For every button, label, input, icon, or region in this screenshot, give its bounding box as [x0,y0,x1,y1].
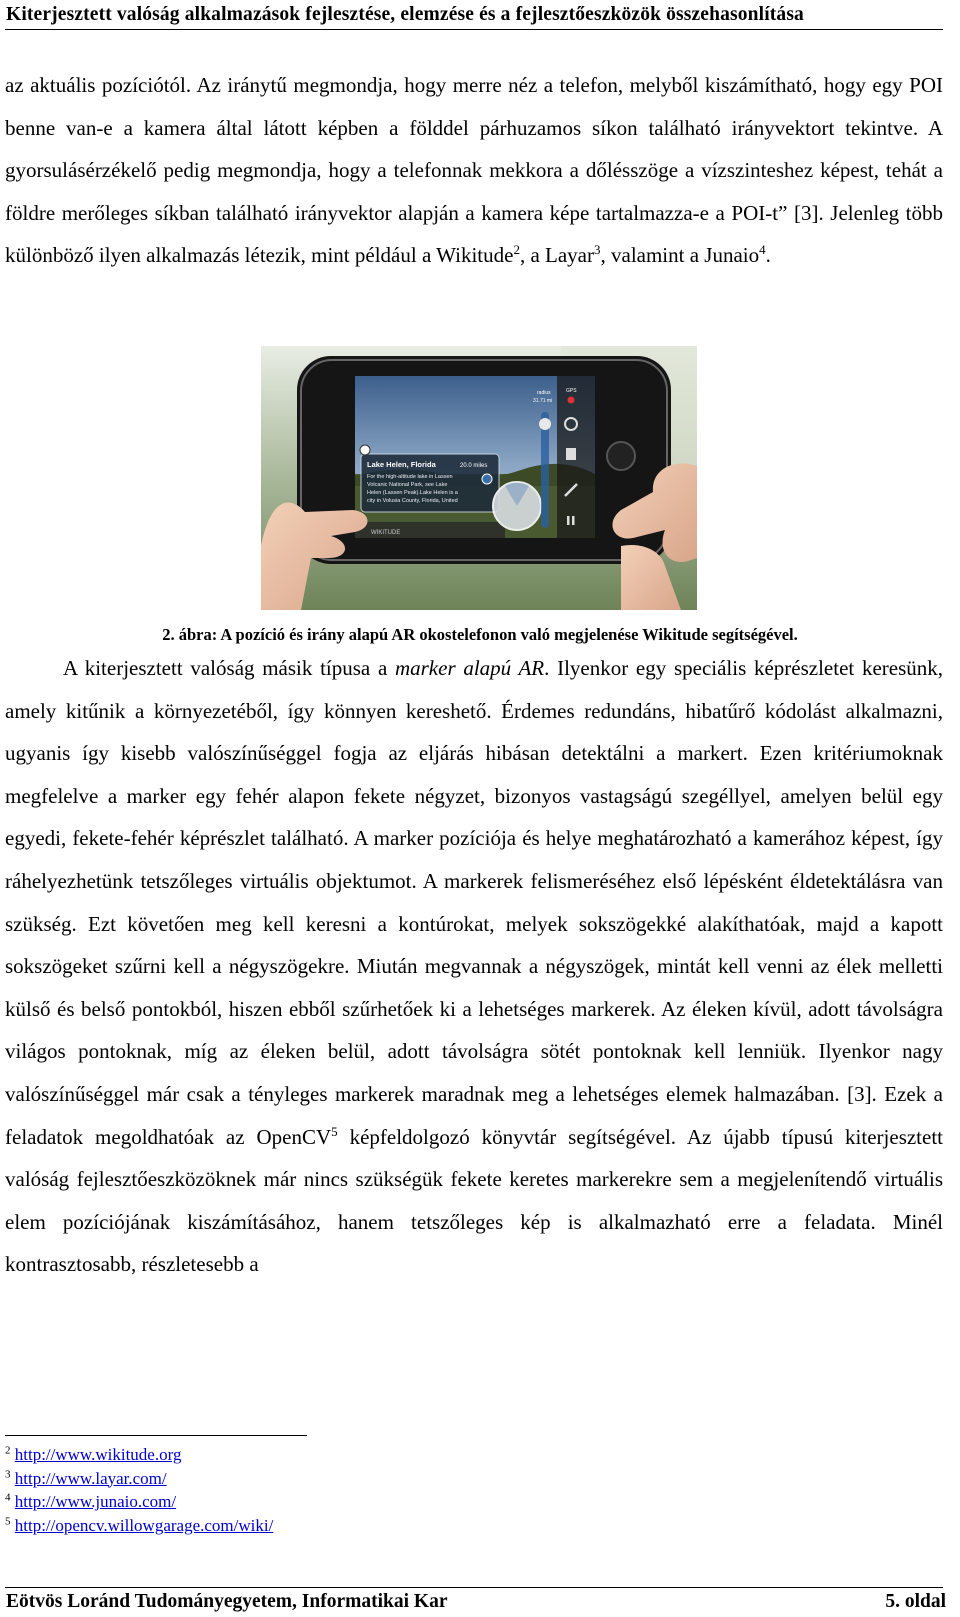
footnote-number: 4 [5,1491,11,1504]
figure-caption: 2. ábra: A pozíció és irány alapú AR okostelefonon való megjelenése Wikitude segítségével. [162,625,798,644]
paragraph-1 [5,64,943,277]
poi-text-line-3: Helen (Lassen Peak).Lake Helen is a [367,490,458,496]
gps-label: GPS [566,388,577,394]
pause-icon [567,516,570,525]
paragraph-1-text: az aktuális pozíciótól. Az iránytű megmondja, hogy merre néz a telefon, melyből kiszámítható, hogy egy POI benne van-e a kamera által látott képben a földdel párhuzamos síkon található irányvektort tekintve. A gyorsulásérzékelő pedig megmondja, hogy a telefonnak mekkora a dőlésszöge a vízszinteshez képest, tehát a földre merőleges síkban található irányvektor alapján a kamera képe tartalmazza-e a POI-t” [3]. Jelenleg több különböző ilyen alkalmazás létezik, mint például a Wikitude [5,73,943,268]
footnote-rule [5,1435,307,1436]
paragraph-2 [5,647,943,1286]
paragraph-1-mid2: , valamint a Junaio [600,243,760,268]
footer-rule [5,1587,943,1588]
poi-distance: 20.0 miles [460,463,488,469]
footnote-link-junaio[interactable]: http://www.junaio.com/ [14,1492,177,1511]
footnote-5 [5,1514,273,1538]
page-header: Kiterjesztett valóság alkalmazások fejlesztése, elemzése és a fejlesztőeszközök összehasonlítása [6,4,804,25]
page-number: 5. oldal [885,1591,946,1612]
paragraph-2-start: A kiterjesztett valóság másik típusa a [63,656,395,680]
paragraph-2-emphasis: marker alapú AR [394,656,545,680]
home-button [607,442,635,470]
footnote-ref-4[interactable]: 4 [759,242,766,258]
footnote-4 [5,1490,273,1514]
footnote-link-layar[interactable]: http://www.layar.com/ [14,1468,167,1488]
paragraph-2-text: . Ilyenkor egy speciális képrészletet keresünk, amely kitűnik a környezetéből, így könnyen kereshető. Érdemes redundáns, hibatűrő kódolást alkalmazni, ugyanis így kisebb valószínűséggel fogja az eljárás hibásan detektálni a markert. Ezen kritériumoknak megfelelve a marker egy fehér alapon fekete négyzet, bizonyos vastagságú szegéllyel, amelyen belül egy egyedi, fekete-fehér képrészlet található. A marker pozíciója és helye meghatározható a kamerához képest, így ráhelyezhetünk tetszőleges virtuális objektumot. A markerek felismeréséhez első lépésként éldetektálásra van szükség. Ezt követően meg kell keresni a kontúrokat, melyek sokszögekké alakíthatóak, majd a kapott sokszögeket szűrni kell a négyszögekre. Miután megvannak a négyszögek, mintát kell venni az élek melletti külső és belső pontokból, hiszen ebből szűrhetőek ki a lehetséges markerek. Az éleken kívül, adott távolságra világos pontoknak, míg az éleken belül, adott távolságra sötét pontoknak kell lenniük. Ilyenkor nagy valószínűséggel már csak a tényleges markerek maradnak meg a lehetséges elemek halmazában. [3]. Ezek a feladatok megoldhatóak az OpenCV [5,656,943,1149]
footnote-number: 5 [5,1514,11,1527]
header-rule [5,29,943,30]
footnote-ref-2[interactable]: 2 [513,242,520,258]
gps-icon [568,397,575,404]
radius-label: radius [537,390,551,396]
figure-wikitude-phone [261,346,697,610]
radius-value: 31.71 mi [533,398,553,404]
poi-text-line-2: Volcanic National Park, see Lake [367,482,448,488]
list-icon [566,448,576,460]
phone-photo [261,346,697,610]
slider-knob [539,418,551,430]
close-icon [360,445,370,455]
footnote-ref-5[interactable]: 5 [331,1123,338,1139]
footnote-number: 3 [5,1467,11,1480]
footnote-3 [5,1467,273,1491]
screen-brand: WIKITUDE [371,530,401,536]
poi-title: Lake Helen, Florida [367,460,436,469]
paragraph-1-end: . [765,243,771,268]
footnote-link-wikitude[interactable]: http://www.wikitude.org [14,1445,182,1464]
footnote-link-opencv[interactable]: http://opencv.willowgarage.com/wiki/ [14,1515,274,1535]
poi-text-line-1: For the high-altitude lake in Lassen [367,474,453,480]
paragraph-2-end: képfeldolgozó könyvtár segítségével. Az újabb típusú kiterjesztett valóság fejlesztőeszközöknek már nincs szükségük fekete keretes markerekre sem a megjelenítendő virtuális elem pozíciójának kiszámításához, hanem tetszőleges kép is alkalmazható erre a feladata. Minél kontrasztosabb, részletesebb a [5,1124,944,1277]
paragraph-1-mid1: , a Layar [519,243,594,268]
footnote-ref-3[interactable]: 3 [594,242,601,258]
poi-text-line-4: city in Volusia County, Florida, United [367,498,458,504]
footnotes [5,1443,273,1537]
footer-institution: Eötvös Loránd Tudományegyetem, Informatikai Kar [6,1591,448,1612]
chevron-right-icon [482,474,492,484]
footnote-number: 2 [5,1444,11,1457]
footnote-2 [5,1443,273,1467]
